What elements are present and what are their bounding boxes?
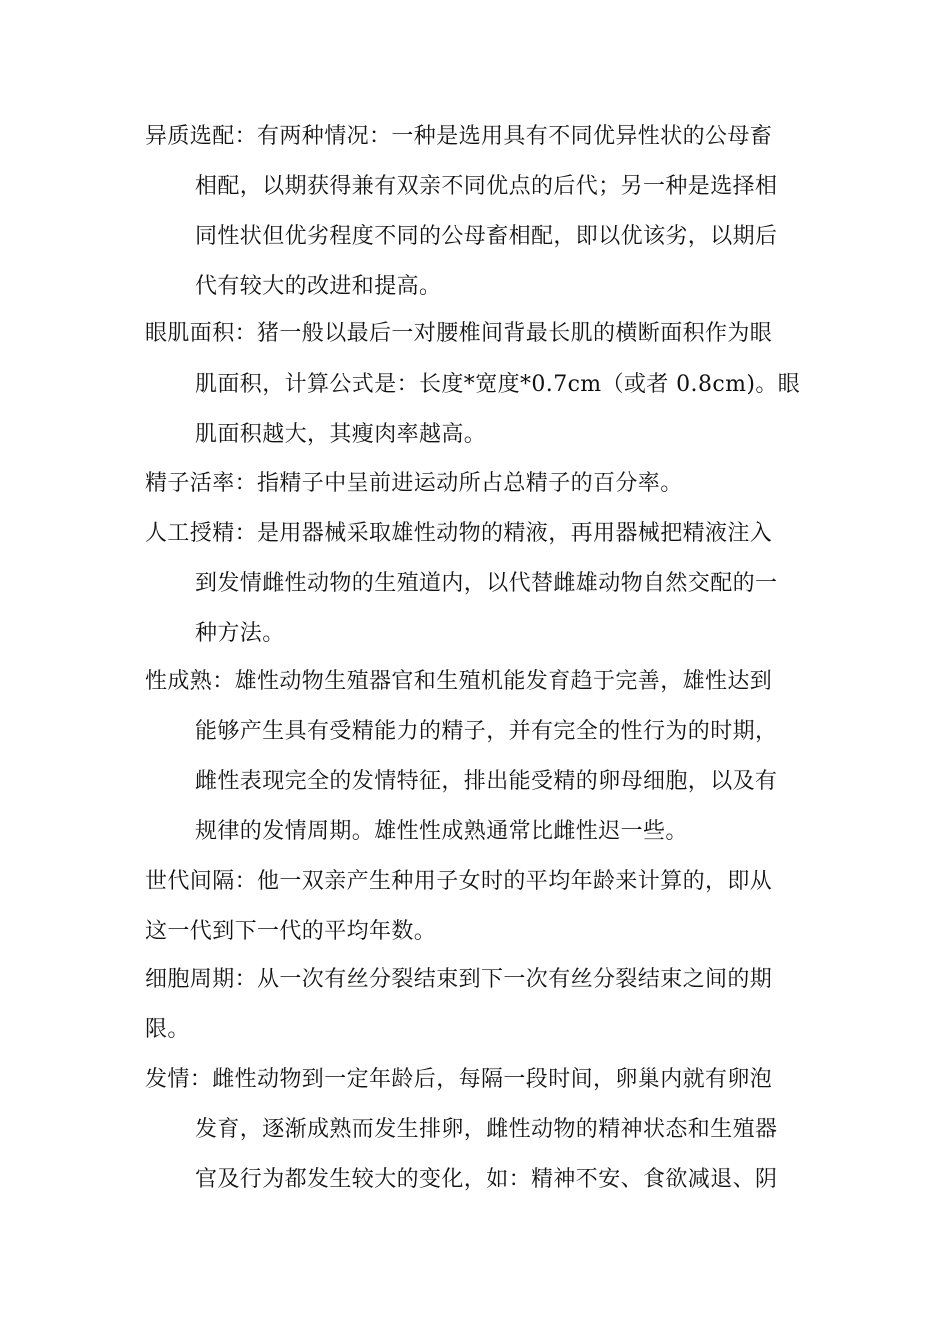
text-line: 肌面积，计算公式是：长度*宽度*0.7cm（或者 0.8cm)。眼: [195, 372, 801, 397]
text-line: 细胞周期：从一次有丝分裂结束到下一次有丝分裂结束之间的期: [145, 967, 773, 992]
text-line: 同性状但优劣程度不同的公母畜相配，即以优该劣，以期后: [195, 224, 778, 249]
text-line: 肌面积越大，其瘦肉率越高。: [195, 422, 487, 447]
text-line: 限。: [145, 1017, 190, 1042]
text-line: 雌性表现完全的发情特征，排出能受精的卵母细胞，以及有: [195, 769, 778, 794]
text-line: 官及行为都发生较大的变化，如：精神不安、食欲减退、阴: [195, 1167, 778, 1192]
text-line: 发育，逐渐成熟而发生排卵，雌性动物的精神状态和生殖器: [195, 1117, 778, 1142]
text-line: 能够产生具有受精能力的精子，并有完全的性行为的时期，: [195, 719, 778, 744]
text-line: 种方法。: [195, 621, 285, 646]
text-line: 发情：雌性动物到一定年龄后，每隔一段时间，卵巢内就有卵泡: [145, 1067, 773, 1092]
text-line: 眼肌面积：猪一般以最后一对腰椎间背最长肌的横断面积作为眼: [145, 321, 773, 346]
text-line: 性成熟：雄性动物生殖器官和生殖机能发育趋于完善，雄性达到: [145, 669, 773, 694]
text-line: 规律的发情周期。雄性性成熟通常比雌性迟一些。: [195, 819, 688, 844]
text-line: 到发情雌性动物的生殖道内，以代替雌雄动物自然交配的一: [195, 571, 778, 596]
text-line: 相配，以期获得兼有双亲不同优点的后代；另一种是选择相: [195, 174, 778, 199]
text-line: 这一代到下一代的平均年数。: [145, 919, 437, 944]
text-line: 代有较大的改进和提高。: [195, 274, 442, 299]
text-line: 精子活率：指精子中呈前进运动所占总精子的百分率。: [145, 471, 683, 496]
text-line: 异质选配：有两种情况：一种是选用具有不同优异性状的公母畜: [145, 124, 773, 149]
text-line: 人工授精：是用器械采取雄性动物的精液，再用器械把精液注入: [145, 521, 773, 546]
text-line: 世代间隔：他一双亲产生种用子女时的平均年龄来计算的，即从: [145, 869, 773, 894]
